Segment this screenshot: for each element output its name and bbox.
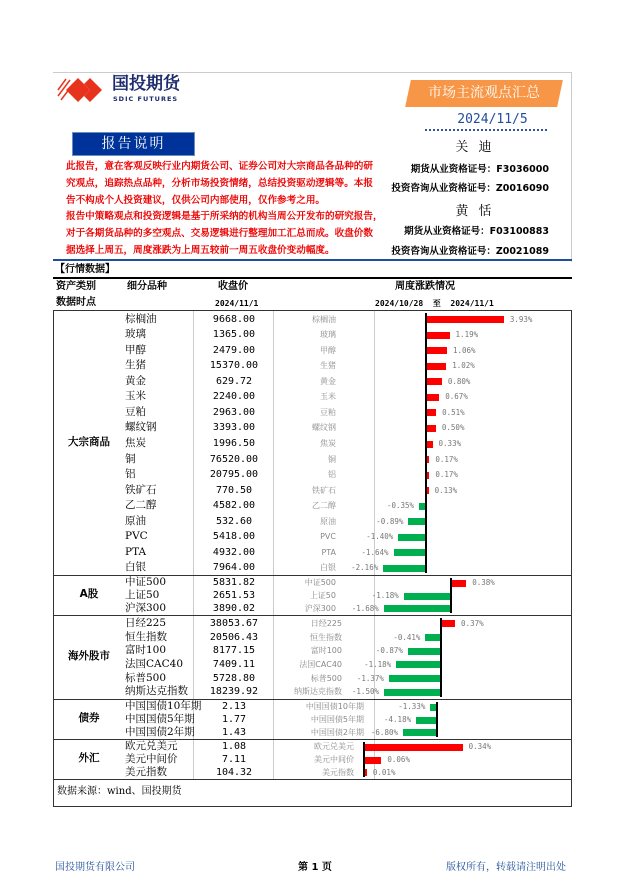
- change-value: 1.19%: [455, 330, 479, 340]
- bar-up: [426, 363, 446, 370]
- change-value: 0.50%: [441, 423, 465, 433]
- close-price: 8177.15: [212, 645, 256, 657]
- chart-label: 白银: [320, 563, 336, 573]
- chart-label: 豆粕: [320, 407, 336, 417]
- close-price: 770.50: [215, 484, 253, 496]
- data-time-label: 数据时点: [56, 297, 96, 308]
- bar-down: [398, 534, 426, 541]
- close-price: 7.11: [221, 754, 247, 765]
- chart-label: 铝: [328, 470, 336, 480]
- close-price: 2479.00: [212, 344, 256, 356]
- item-name: 中国国债5年期: [125, 713, 195, 725]
- bar-down: [394, 549, 426, 556]
- bar-down: [384, 605, 451, 612]
- close-price: 2651.53: [212, 590, 256, 601]
- logo-en: SDIC FUTURES: [113, 95, 179, 103]
- item-name: 甲醇: [125, 343, 146, 356]
- close-price: 20795.00: [209, 469, 259, 481]
- change-value: 0.38%: [472, 578, 495, 588]
- group-4: [53, 740, 572, 780]
- bar-up: [451, 580, 466, 587]
- close-price: 2963.00: [212, 406, 256, 418]
- close-price: 1365.00: [212, 329, 256, 341]
- chart-label: 沪深300: [304, 603, 336, 613]
- asset-category: 债券: [78, 712, 100, 724]
- bar-down: [384, 689, 441, 696]
- close-price: 2240.00: [212, 391, 256, 403]
- chart-zero-axis: [450, 578, 452, 613]
- item-name: PVC: [125, 530, 148, 543]
- bar-up: [426, 378, 442, 385]
- bar-down: [404, 593, 451, 600]
- analyst-futures-cert: 期货从业资格证号：F3036000: [410, 164, 549, 175]
- change-value: -1.37%: [356, 673, 384, 683]
- close-price: 5831.82: [212, 577, 256, 589]
- item-name: 中证500: [125, 576, 167, 589]
- bar-up: [426, 409, 436, 416]
- asset-category: 外汇: [78, 752, 100, 764]
- chart-label: 法国CAC40: [299, 659, 342, 669]
- disclaimer-line: 此报告，意在客观反映行业内期货公司、证券公司对大宗商品各品种的研: [66, 161, 373, 172]
- bar-up: [364, 757, 381, 764]
- chart-label: PVC: [320, 532, 336, 542]
- bar-up: [426, 425, 436, 432]
- item-name: 铁矿石: [125, 483, 157, 496]
- change-value: 0.06%: [387, 755, 410, 764]
- bar-down: [408, 648, 441, 655]
- chart-label: 玻璃: [320, 330, 336, 340]
- chart-label: 纳斯达克指数: [294, 687, 342, 697]
- chart-label: 标普500: [310, 673, 342, 683]
- chart-label: 棕榈油: [312, 314, 336, 324]
- chart-label: 恒生指数: [310, 632, 342, 642]
- chart-label: 乙二醇: [312, 501, 336, 511]
- chart-label: 玉米: [320, 392, 336, 402]
- logo-mark-icon: [56, 76, 106, 104]
- close-price: 38053.67: [209, 617, 259, 629]
- close-price: 15370.00: [209, 360, 259, 372]
- change-value: 0.67%: [445, 392, 468, 402]
- close-price: 76520.00: [209, 453, 259, 465]
- asset-category: 海外股市: [68, 650, 110, 662]
- item-name: 标普500: [125, 671, 167, 684]
- item-name: 美元中间价: [125, 753, 178, 765]
- chart-label: 原油: [320, 516, 336, 526]
- item-name: 纳斯达克指数: [125, 685, 188, 698]
- bar-up: [426, 394, 439, 401]
- chart-label: 焦炭: [320, 439, 336, 448]
- item-name: 铜: [125, 452, 136, 465]
- item-name: PTA: [125, 545, 147, 558]
- page-number: 第 1 页: [298, 862, 332, 873]
- disclaimer-line: 报告中策略观点和投资逻辑是基于所采纳的机构当周公开发布的研究报告，: [66, 211, 383, 222]
- item-name: 富时100: [125, 644, 167, 657]
- item-name: 法国CAC40: [125, 657, 184, 670]
- footer-company: 国投期货有限公司: [55, 862, 135, 873]
- chart-zero-axis: [436, 702, 438, 737]
- change-value: -1.40%: [366, 532, 394, 542]
- bar-down: [416, 717, 437, 724]
- analyst-name: 黄 恬: [455, 204, 495, 219]
- close-price: 4582.00: [212, 500, 256, 512]
- bar-down: [403, 729, 437, 736]
- source-row: [53, 780, 572, 807]
- col-category-header: 资产类别: [56, 281, 96, 292]
- bar-down: [408, 518, 426, 525]
- chart-label: 日经225: [310, 618, 342, 628]
- chart-label: 黄金: [320, 376, 336, 386]
- close-price: 3393.00: [212, 422, 256, 434]
- chart-label: 生猪: [320, 361, 336, 371]
- chart-label: PTA: [321, 547, 336, 557]
- col-price-header: 收盘价: [218, 281, 248, 292]
- chart-zero-axis: [440, 618, 442, 697]
- close-price: 3890.02: [212, 602, 256, 614]
- change-value: -1.18%: [371, 591, 399, 600]
- item-name: 黄金: [125, 374, 146, 387]
- chart-label: 中证500: [304, 578, 336, 588]
- chart-label: 中国国债10年期: [305, 702, 364, 712]
- change-value: -1.18%: [364, 659, 392, 669]
- group-0: [53, 310, 572, 576]
- close-price: 7964.00: [212, 562, 256, 574]
- change-value: -6.80%: [370, 727, 398, 737]
- bar-down: [396, 661, 441, 668]
- asset-category: 大宗商品: [68, 436, 110, 448]
- close-price: 104.32: [215, 766, 253, 778]
- close-price: 7409.11: [212, 658, 256, 670]
- item-name: 日经225: [125, 616, 167, 629]
- chart-label: 美元中间价: [314, 755, 354, 764]
- close-price: 20506.43: [209, 631, 259, 643]
- section-divider: [53, 277, 572, 279]
- close-price: 629.72: [215, 375, 253, 387]
- chart-label: 螺纹钢: [312, 423, 336, 433]
- col-item-header: 细分品种: [127, 281, 167, 292]
- close-price: 5418.00: [212, 531, 256, 543]
- chart-label: 铁矿石: [312, 485, 336, 495]
- bar-down: [425, 634, 441, 641]
- disclaimer-line: 对于各期货品种的多空观点、交易逻辑进行整理加工汇总而成。收盘价数: [66, 228, 373, 239]
- chart-zero-axis: [363, 742, 365, 777]
- chart-label: 中国国债2年期: [310, 727, 364, 737]
- dotted-divider: [425, 129, 547, 131]
- change-value: -1.50%: [351, 687, 379, 697]
- item-name: 生猪: [125, 359, 146, 372]
- change-value: 0.01%: [372, 767, 396, 777]
- section-title: 【行情数据】: [55, 264, 115, 275]
- item-name: 玉米: [125, 390, 146, 403]
- analyst-name: 关 迪: [455, 140, 495, 155]
- change-value: -1.68%: [351, 603, 379, 613]
- item-name: 白银: [125, 561, 146, 574]
- footer-copyright: 版权所有，转载请注明出处: [446, 862, 566, 873]
- logo: [56, 76, 106, 108]
- asset-category: A股: [79, 588, 99, 600]
- disclaimer-line: 告不构成个人投资建议，仅供公司内部使用，仅作参考之用。: [66, 195, 326, 206]
- chart-label: 美元指数: [322, 767, 354, 777]
- chart-label: 中国国债5年期: [310, 715, 364, 724]
- chart-label: 欧元兑美元: [314, 742, 354, 752]
- bar-up: [364, 744, 463, 751]
- item-name: 恒生指数: [125, 630, 167, 643]
- change-value: 0.13%: [434, 485, 458, 495]
- close-price: 1.43: [221, 726, 247, 738]
- col-change-header: 周度涨跌情况: [395, 281, 455, 292]
- change-value: -1.64%: [361, 547, 389, 557]
- report-title: 市场主流观点汇总: [428, 85, 540, 101]
- item-name: 螺纹钢: [125, 421, 157, 434]
- analyst-consult-cert: 投资咨询从业资格证号：Z0021089: [391, 246, 549, 257]
- chart-label: 甲醇: [320, 345, 336, 355]
- change-value: 0.51%: [442, 407, 465, 417]
- close-price: 1.08: [221, 741, 247, 753]
- change-value: 0.33%: [438, 439, 462, 448]
- bar-down: [389, 675, 441, 682]
- change-value: -1.33%: [398, 702, 426, 712]
- close-price: 532.60: [215, 515, 253, 527]
- close-price: 1996.50: [212, 438, 256, 449]
- group-3: [53, 700, 572, 740]
- group-2: [53, 616, 572, 700]
- price-date: 2024/11/1: [215, 299, 259, 308]
- report-title-banner: [405, 80, 563, 107]
- change-value: 0.80%: [447, 376, 471, 386]
- chart-label: 富时100: [310, 646, 342, 656]
- change-value: -0.87%: [375, 646, 403, 656]
- item-name: 乙二醇: [125, 499, 157, 512]
- close-price: 18239.92: [209, 686, 259, 698]
- item-name: 焦炭: [125, 437, 146, 449]
- bar-up: [426, 347, 447, 354]
- item-name: 中国国债10年期: [125, 700, 202, 713]
- chart-zero-axis: [425, 313, 427, 573]
- item-name: 美元指数: [125, 765, 167, 778]
- close-price: 9668.00: [212, 313, 256, 325]
- header-divider: [53, 259, 572, 261]
- change-value: 1.06%: [452, 345, 476, 355]
- analyst-consult-cert: 投资咨询从业资格证号：Z0016090: [391, 183, 549, 194]
- change-value: -0.35%: [386, 501, 415, 511]
- bar-down: [383, 565, 426, 572]
- bar-up: [426, 332, 450, 339]
- logo-cn: 国投期货: [112, 74, 180, 94]
- change-value: 0.37%: [461, 618, 484, 628]
- item-name: 豆粕: [125, 405, 146, 418]
- close-price: 5728.80: [212, 672, 256, 684]
- change-value: -0.41%: [393, 632, 421, 642]
- item-name: 原油: [125, 514, 146, 527]
- chart-label: 铜: [328, 454, 336, 464]
- item-name: 玻璃: [125, 328, 146, 341]
- analyst-futures-cert: 期货从业资格证号：F03100883: [404, 226, 549, 237]
- change-range: 2024/10/28 至 2024/11/1: [375, 299, 494, 308]
- change-value: 1.02%: [452, 361, 475, 371]
- change-value: -4.18%: [384, 715, 412, 724]
- item-name: 上证50: [125, 589, 160, 601]
- bar-up: [441, 620, 455, 627]
- change-value: 0.17%: [435, 470, 458, 480]
- report-description-heading: 报告说明: [72, 132, 195, 156]
- change-value: -0.89%: [376, 516, 404, 526]
- item-name: 铝: [125, 468, 136, 481]
- disclaimer-line: 究观点，追踪热点品种，分析市场投资情绪，总结投资驱动逻辑等。本报: [66, 178, 373, 189]
- change-value: 0.17%: [435, 454, 458, 464]
- item-name: 中国国债2年期: [125, 725, 195, 738]
- close-price: 4932.00: [212, 546, 256, 558]
- change-value: 3.93%: [509, 314, 533, 324]
- group-1: [53, 576, 572, 616]
- change-value: -2.16%: [351, 563, 379, 573]
- close-price: 2.13: [221, 701, 247, 713]
- bar-up: [426, 316, 504, 323]
- disclaimer-line: 据选择上周五，周度涨跌为上周五较前一周五收盘价变动幅度。: [66, 245, 335, 256]
- item-name: 棕榈油: [125, 312, 157, 325]
- item-name: 欧元兑美元: [125, 740, 178, 753]
- data-source: 数据来源：wind、国投期货: [57, 786, 182, 797]
- item-name: 沪深300: [125, 601, 167, 614]
- report-date: 2024/11/5: [457, 112, 528, 127]
- chart-label: 上证50: [309, 591, 336, 600]
- close-price: 1.77: [221, 714, 247, 725]
- change-value: 0.34%: [468, 742, 492, 752]
